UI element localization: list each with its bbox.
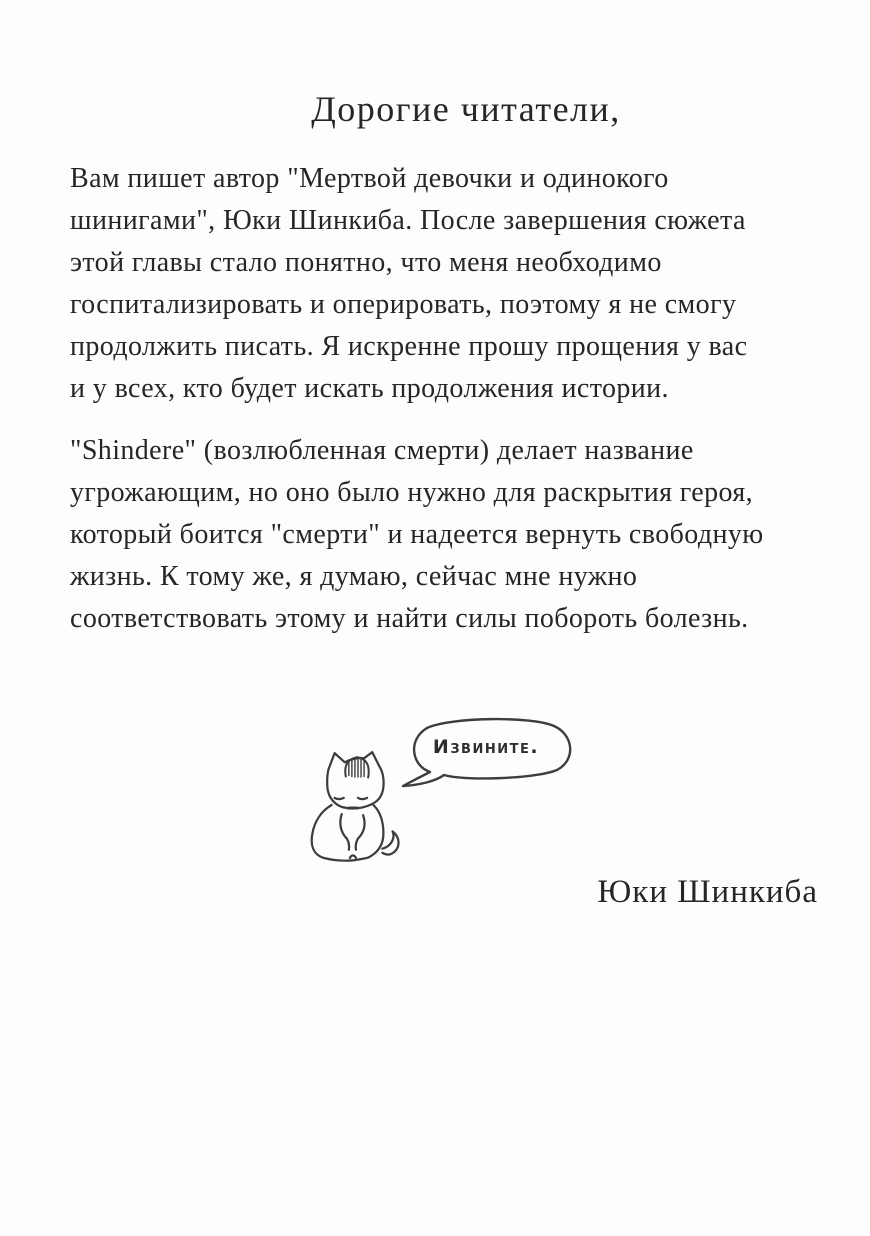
letter-line: "Shindere" (возлюбленная смерти) делает название [70, 435, 694, 466]
cat-eye-right [358, 798, 367, 799]
letter-line: госпитализировать и оперировать, поэтому я не смогу [70, 289, 737, 320]
bowing-cat-illustration [301, 746, 415, 866]
letter-line: Вам пишет автор "Мертвой девочки и одинокого [70, 163, 669, 194]
letter-line: этой главы стало понятно, что меня необходимо [70, 247, 662, 278]
letter-line: который боится "смерти" и надеется вернуть свободную [70, 519, 764, 550]
cat-eye-left [335, 798, 344, 799]
author-signature: Юки Шинкиба [597, 874, 818, 910]
letter-line: и у всех, кто будет искать продолжения истории. [70, 373, 669, 404]
cat-paw-right [356, 815, 365, 850]
letter-paragraph-1 [70, 158, 815, 410]
letter-line: продолжить писать. Я искренне прошу прощения у вас [70, 331, 748, 362]
speech-bubble-text: Извините. [432, 736, 540, 758]
cat-tail [382, 831, 398, 854]
letter-heading: Дорогие читатели, [311, 89, 621, 129]
letter-line: шинигами", Юки Шинкиба. После завершения сюжета [70, 205, 746, 236]
letter-line: угрожающим, но оно было нужно для раскрытия героя, [70, 477, 754, 508]
letter-paragraph-2 [70, 430, 815, 640]
cat-body [312, 804, 384, 861]
letter-line: соответствовать этому и найти силы побороть болезнь. [70, 603, 749, 634]
letter-line: жизнь. К тому же, я думаю, сейчас мне нужно [70, 561, 638, 592]
cat-paw-left [340, 814, 349, 850]
